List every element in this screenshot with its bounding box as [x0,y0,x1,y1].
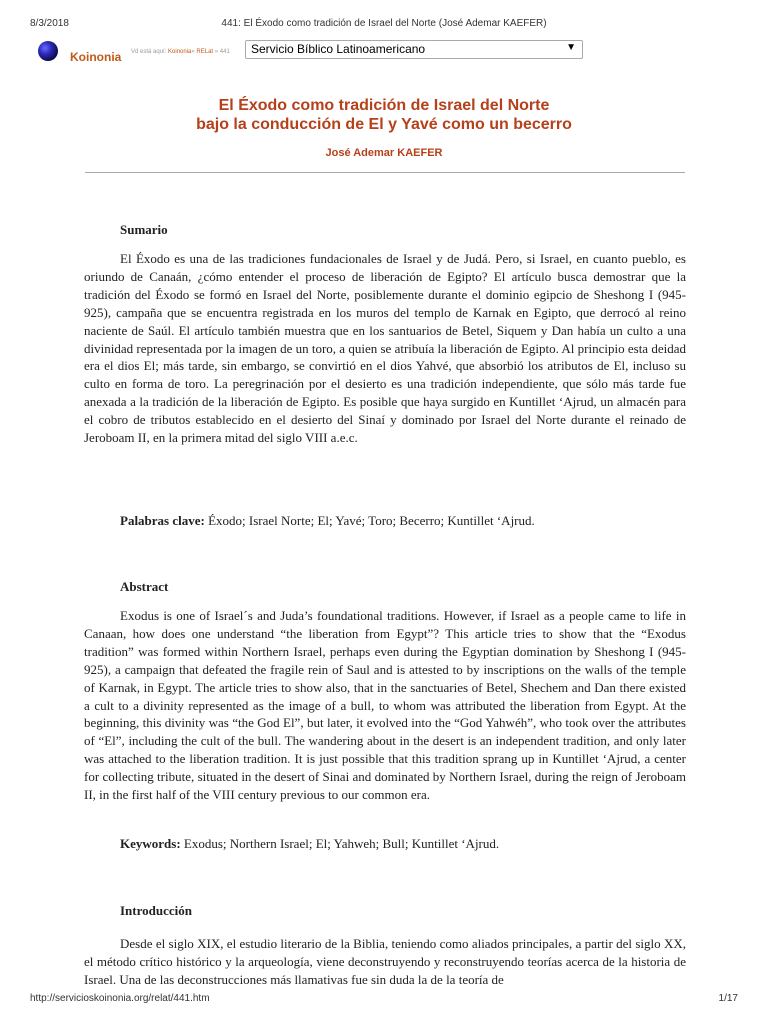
breadcrumb-prefix: Vd está aquí: [131,49,167,55]
print-url: http://servicioskoinonia.org/relat/441.htm [30,993,210,1004]
introduccion-heading: Introducción [120,903,192,918]
print-title: 441: El Éxodo como tradición de Israel del Norte (José Ademar KAEFER) [221,18,547,29]
keywords [120,836,499,852]
article-title-line-2: bajo la conducción de El y Yavé como un becerro [196,116,572,133]
sumario-heading: Sumario [120,222,168,237]
article-author: José Ademar KAEFER [325,147,443,159]
section-select-value: Servicio Bíblico Latinoamericano [251,42,426,56]
koinonia-globe-icon[interactable] [38,41,58,61]
abstract-heading: Abstract [120,579,169,594]
palabras-clave [120,513,535,529]
keywords-value: Exodus; Northern Israel; El; Yahweh; Bull; Kuntillet ‘Ajrud. [183,836,500,851]
breadcrumb-link-relat[interactable]: RELat [196,49,214,55]
chevron-down-icon: ▼ [566,42,576,53]
breadcrumb-separator: » [191,49,195,55]
title-divider [85,172,685,173]
breadcrumb-link-koinonia[interactable]: Koinonia [168,49,192,55]
article-title-line-1: El Éxodo como tradición de Israel del Norte [218,97,550,114]
sumario-paragraph: El Éxodo es una de las tradiciones fundacionales de Israel y de Judá. Pero, si Israel, en cuanto pueblo, es oriundo de Canaán, ¿cómo entender el proceso de liberación de Egipto? El artículo busca demostrar que la tradición del Éxodo se formó en Israel del Norte, posiblemente durante el dominio egipcio de Sheshong I (945-925), campaña que se encuentra registrada en los muros del templo de Karnak en Egipto, que derrocó al reino naciente de Saúl. El artículo también muestra que en los santuarios de Betel, Siquem y Dan había un culto a una divinidad representada por la imagen de un toro, a quien se atribuía la liberación de Egipto. Al principio esta deidad era el dios El; más tarde, sin embargo, se convirtió en el dios Yahvé, que absorbió los atributos de El, incluso su culto en forma de toro. La peregrinación por el desierto es una tradición independiente, que sólo más tarde fue anexada a la tradición de la liberación de Egipto. Es posible que haya surgido en Kuntillet ‘Ajrud, un almacén para el cobro de tributos establecido en el desierto del Sinaí y dominado por Israel del Norte durante el reinado de Jeroboam II, en la primera mitad del siglo VIII a.e.c. [84,251,686,446]
breadcrumb [131,49,230,55]
site-logo-text[interactable]: Koinonia [70,50,122,64]
abstract-paragraph: Exodus is one of Israel´s and Juda’s foundational traditions. However, if Israel as a people came to life in Canaan, how does one understand “the liberation from Egypt”? This article tries to show that the “Exodus tradition” was formed within Northern Israel, perhaps even during the Egyptian domination by Sheshong I (945-925), a campaign that defeated the fragile rein of Saul and is attested to by inscriptions on the walls of the temple of Karnak, in Egypt. The article tries to show also, that in the sanctuaries of Betel, Shechem and Dan there existed a cult to a divinity represented as the image of a bull, to whom was attributed the liberation from Egypt. At the beginning, this divinity was “the God El”, but later, it evolved into the “God Yahwéh”, who took over the attributes of “El”, including the cult of the bull. The wandering about in the desert is an independent tradition, and only later was attached to the liberation tradition. It is just possible that this tradition sprang up in Kuntillet ‘Ajrud, a center for collecting tribute, situated in the desert of Sinai and dominated by Northern Israel, during the reign of Jeroboam II, in the first half of the VIII century previous to our common era. [84,608,686,803]
page-number: 1/17 [718,993,738,1004]
palabras-clave-label: Palabras clave: [120,513,205,528]
article-title [0,96,768,134]
section-select[interactable] [245,40,583,59]
print-date: 8/3/2018 [30,18,69,29]
introduccion-paragraph: Desde el siglo XIX, el estudio literario de la Biblia, teniendo como aliados principales, a partir del siglo XX, el método crítico histórico y la arqueología, viene deconstruyendo y reconstruyendo teorías acerca de la historia de Israel. Una de las deconstrucciones más llamativas fue sin duda la de la teoría de [84,936,686,987]
breadcrumb-current: » 441 [214,49,230,55]
keywords-label: Keywords: [120,836,181,851]
palabras-clave-value: Éxodo; Israel Norte; El; Yavé; Toro; Becerro; Kuntillet ‘Ajrud. [208,513,535,528]
